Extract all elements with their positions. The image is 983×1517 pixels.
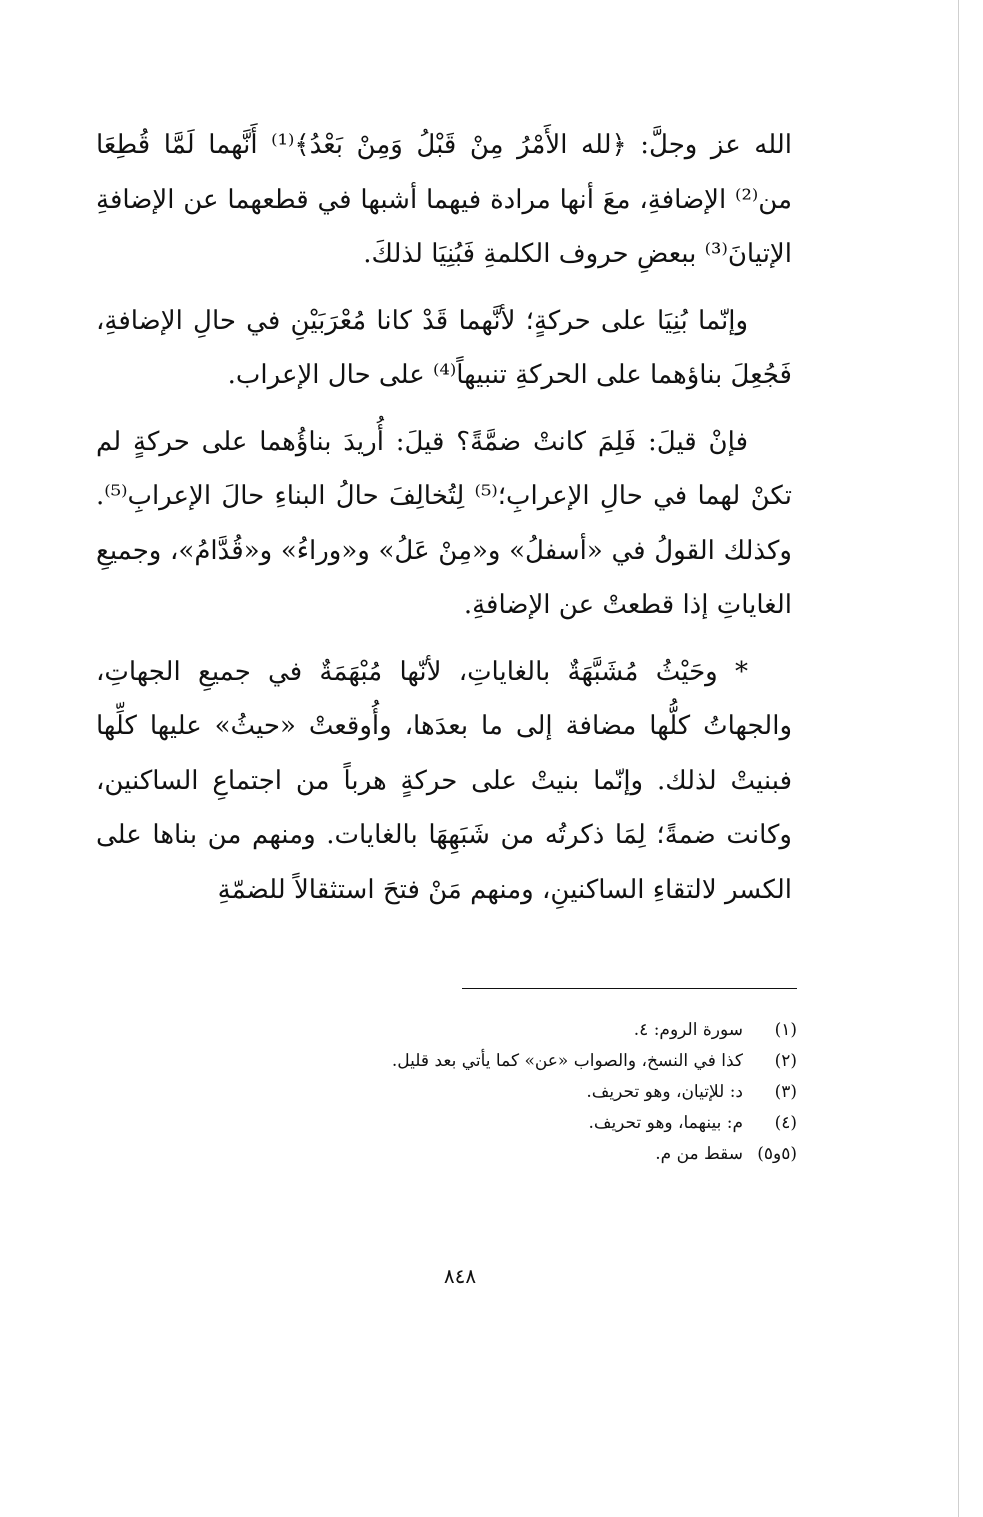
footnote-1 — [300, 1015, 797, 1046]
page-edge — [958, 0, 959, 1517]
footnotes — [300, 1015, 797, 1170]
footnote-number: (٣) — [774, 1082, 797, 1102]
footnote-text: كذا في النسخ، والصواب «عن» كما يأتي بعد قليل. — [391, 1051, 743, 1071]
footnote-3 — [300, 1077, 797, 1108]
paragraph-4: * وحَيْثُ مُشَبَّهَةٌ بالغاياتِ، لأنّها مُبْهَمَةٌ في جميعِ الجهاتِ، والجهاتُ كلُّها مضافة إلى ما بعدَها، وأُوقعتْ «حيثُ» عليها كلِّها فبنيتْ لذلك. وإنّما بنيتْ على حركةٍ هرباً من اجتماعِ الساكنين، وكانت ضمةً؛ لِمَا ذكرتُه من شَبَهِهَا بالغايات. ومنهم من بناها على الكسر لالتقاءِ الساكنينِ، ومنهم مَنْ فتحَ استثقالاً للضمّةِ — [96, 656, 792, 905]
footnote-text: سقط من م. — [655, 1144, 743, 1164]
paragraph-3: فإنْ قيلَ: فَلِمَ كانتْ ضمَّةً؟ قيلَ: أُريدَ بناؤُهما على حركةٍ لم تكنْ لهما في حالِ الإعرابِ؛⁽⁵⁾ لِتُخالِفَ حالُ البناءِ حالَ الإعرابِ⁽⁵⁾. وكذلك القولُ في «أسفلُ» و«مِنْ عَلُ» و«وراءُ» و«قُدَّامُ»، وجميعِ الغاياتِ إذا قطعتْ عن الإضافةِ. — [96, 426, 792, 620]
paragraph-2: وإنّما بُنِيَا على حركةٍ؛ لأنَّهما قَدْ كانا مُعْرَبَيْنِ في حالِ الإضافةِ، فَجُعِلَ بناؤهما على الحركةِ تنبيهاً⁽⁴⁾ على حال الإعراب. — [96, 305, 792, 390]
footnote-separator — [462, 988, 797, 989]
footnote-text: د: للإتيان، وهو تحريف. — [586, 1082, 743, 1102]
page-number: ٨٤٨ — [443, 1264, 477, 1288]
footnote-text: م: بينهما، وهو تحريف. — [588, 1113, 743, 1133]
paragraph-1: الله عز وجلَّ: ﴿لله الأَمْرُ مِنْ قَبْلُ وَمِنْ بَعْدُ﴾⁽¹⁾ أَنَّهما لَمَّا قُطِعَا من⁽²⁾ الإضافةِ، معَ أنها مرادة فيهما أشبها في قطعهما عن الإضافةِ الإتيانَ⁽³⁾ ببعضِ حروف الكلمةِ فَبُنِيَا لذلكَ. — [96, 130, 792, 269]
footnote-number: (٢) — [774, 1051, 797, 1071]
footnote-4 — [300, 1108, 797, 1139]
footnote-2 — [300, 1046, 797, 1077]
footnote-text: سورة الروم: ٤. — [633, 1020, 743, 1040]
footnote-number: (٤) — [774, 1113, 797, 1133]
footnote-5 — [300, 1139, 797, 1170]
footnote-number: (٥و٥) — [757, 1144, 797, 1164]
main-text — [96, 118, 792, 929]
footnote-number: (١) — [774, 1020, 797, 1040]
